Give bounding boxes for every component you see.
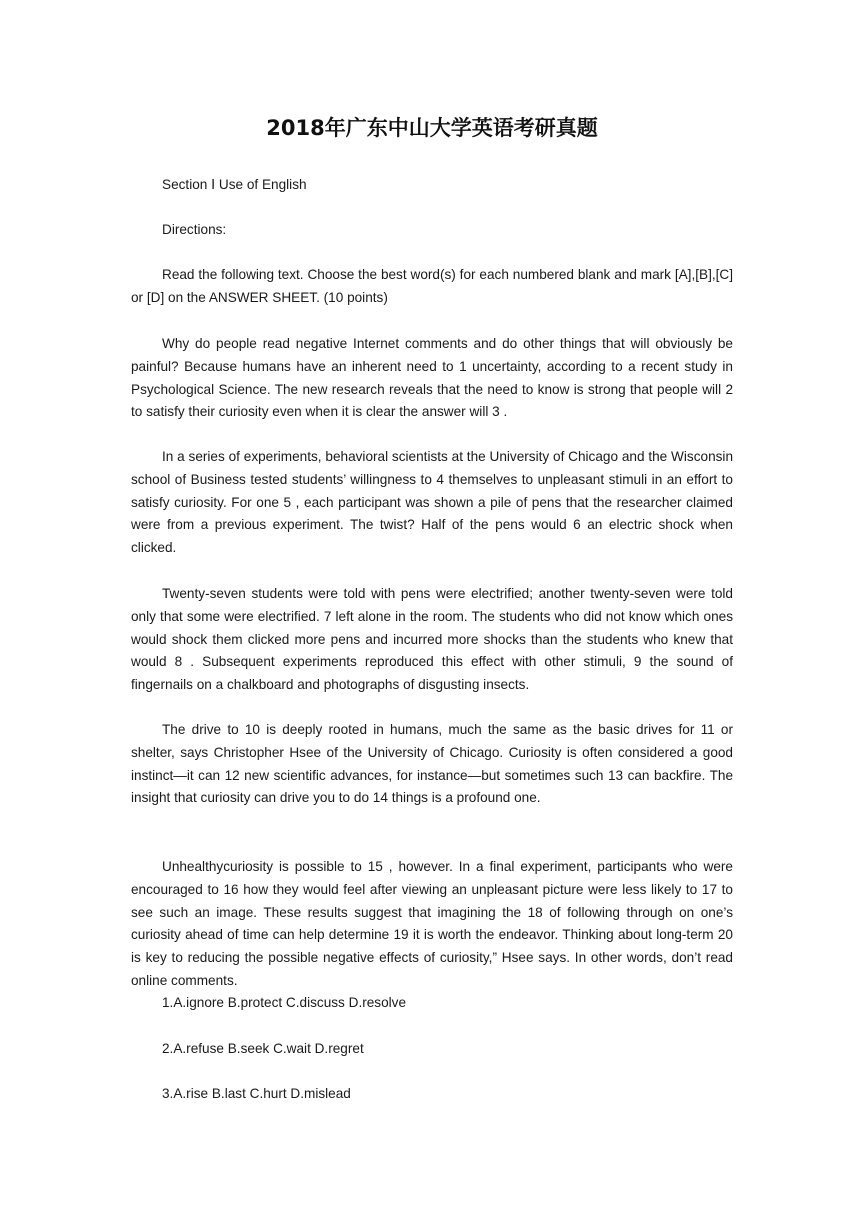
- question-option-1: 1.A.ignore B.protect C.discuss D.resolve: [162, 995, 407, 1010]
- passage-paragraph-1: Why do people read negative Internet comments and do other things that will obviously be painful? Because humans have an inherent need to 1 uncertainty, according to a recent study in Psychological Science. The new research reveals that the need to know is strong that people will 2 to satisfy their curiosity even when it is clear the answer will 3 .: [131, 336, 733, 420]
- section-heading: Section Ⅰ Use of English: [162, 177, 307, 192]
- passage-paragraph-3: Twenty-seven students were told with pens were electrified; another twenty-seven were told only that some were electrified. 7 left alone in the room. The students who did not know which ones would shock them clicked more pens and incurred more shocks than the students who knew that would 8 . Subsequent experiments reproduced this effect with other stimuli, 9 the sound of fingernails on a chalkboard and photographs of disgusting insects.: [131, 586, 733, 693]
- passage-paragraph-2: In a series of experiments, behavioral scientists at the University of Chicago and the Wisconsin school of Business tested students’ willingness to 4 themselves to unpleasant stimuli in an effort to satisfy curiosity. For one 5 , each participant was shown a pile of pens that the researcher claimed were from a previous experiment. The twist? Half of the pens would 6 an electric shock when clicked.: [131, 449, 733, 556]
- question-option-2: 2.A.refuse B.seek C.wait D.regret: [162, 1041, 364, 1056]
- document-title: 2018年广东中山大学英语考研真题: [266, 116, 598, 140]
- directions-label: Directions:: [162, 222, 227, 237]
- passage-paragraph-5: Unhealthycuriosity is possible to 15 , however. In a final experiment, participants who were encouraged to 16 how they would feel after viewing an unpleasant picture were less likely to 17 to see such an image. These results suggest that imagining the 18 of following through on one’s curiosity ahead of time can help determine 19 it is worth the endeavor. Thinking about long-term 20 is key to reducing the possible negative effects of curiosity,” Hsee says. In other words, don’t read online comments.: [131, 859, 733, 988]
- directions-text: Read the following text. Choose the best word(s) for each numbered blank and mark [A],[B],[C] or [D] on the ANSWER SHEET. (10 points): [131, 267, 733, 305]
- passage-paragraph-4: The drive to 10 is deeply rooted in humans, much the same as the basic drives for 11 or shelter, says Christopher Hsee of the University of Chicago. Curiosity is often considered a good instinct—it can 12 new scientific advances, for instance—but sometimes such 13 can backfire. The insight that curiosity can drive you to do 14 things is a profound one.: [131, 722, 733, 806]
- question-option-3: 3.A.rise B.last C.hurt D.mislead: [162, 1086, 351, 1101]
